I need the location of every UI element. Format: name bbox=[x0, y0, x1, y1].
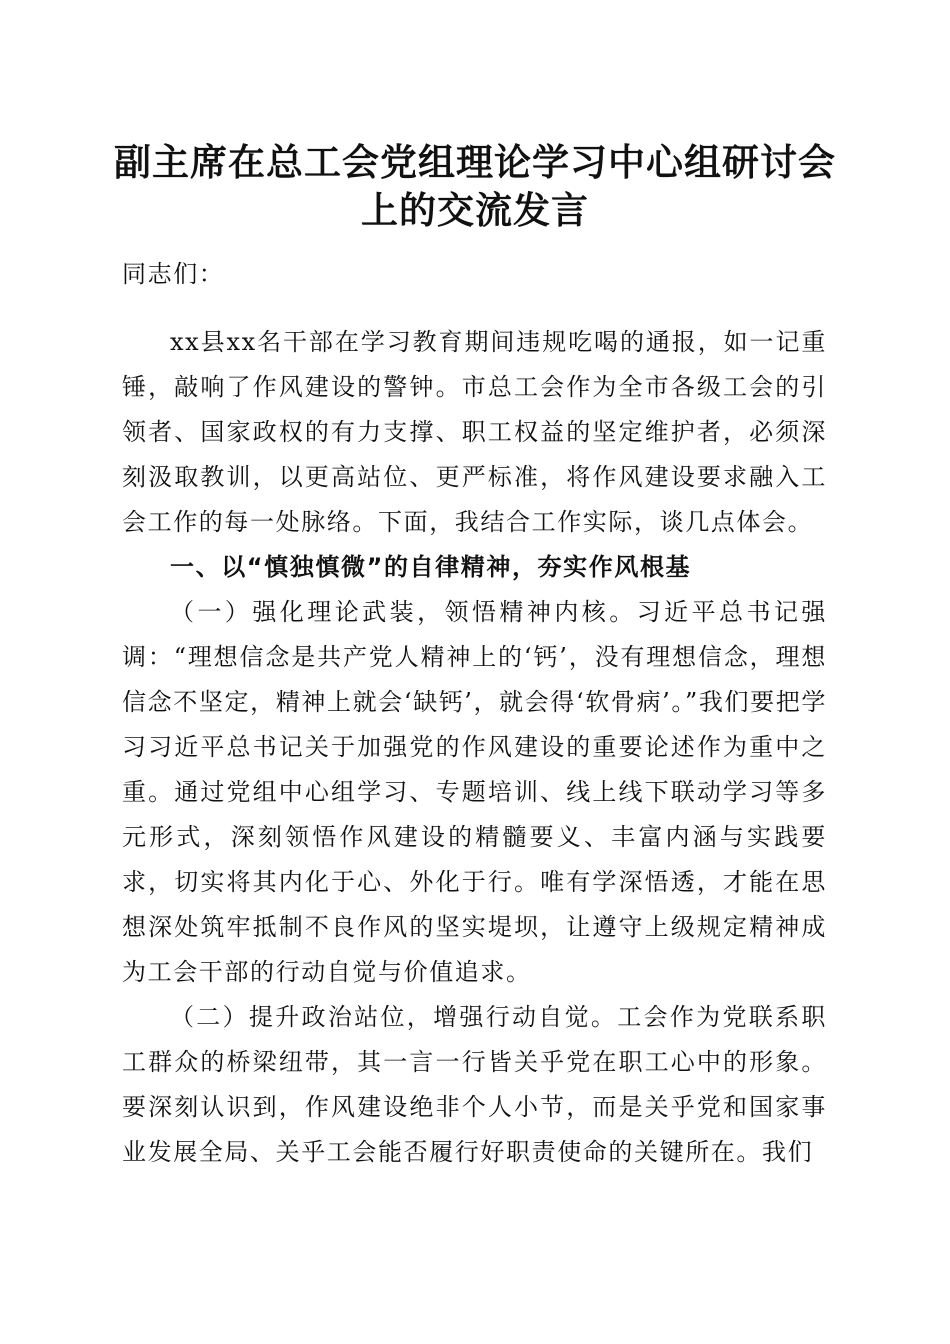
subsection-1-paragraph bbox=[122, 590, 827, 995]
subsection-2-lead: （二）提升政治站位，增强行动自觉。 bbox=[170, 1003, 618, 1031]
subsection-1-lead: （一）强化理论武装，领悟精神内核。 bbox=[170, 598, 637, 626]
intro-paragraph: xx县xx名干部在学习教育期间违规吃喝的通报，如一记重锤，敲响了作风建设的警钟。市总工会作为全市各级工会的引领者、国家政权的有力支撑、职工权益的坚定维护者，必须深刻汲取教训，以更高站位、更严标准，将作风建设要求融入工会工作的每一处脉络。下面，我结合工作实际，谈几点体会。 bbox=[122, 328, 827, 536]
subsection-2-text: 工会作为党联系职工群众的桥梁纽带，其一言一行皆关乎党在职工心中的形象。要深刻认识到，作风建设绝非个人小节，而是关乎党和国家事业发展全局、关乎工会能否履行好职责使命的关键所在。我们 bbox=[122, 1003, 827, 1166]
salutation: 同志们： bbox=[122, 260, 225, 288]
subsection-1-text: 习近平总书记强调：“理想信念是共产党人精神上的‘钙’，没有理想信念，理想信念不坚定，精神上就会‘缺钙’，就会得‘软骨病’。”我们要把学习习近平总书记关于加强党的作风建设的重要论述作为重中之重。通过党组中心组学习、专题培训、线上线下联动学习等多元形式，深刻领悟作风建设的精髓要义、丰富内涵与实践要求，切实将其内化于心、外化于行。唯有学深悟透，才能在思想深处筑牢抵制不良作风的坚实堤坝，让遵守上级规定精神成为工会干部的行动自觉与价值追求。 bbox=[122, 598, 827, 986]
subsection-2-paragraph bbox=[122, 995, 827, 1175]
section-heading-1: 一、以“慎独慎微”的自律精神，夯实作风根基 bbox=[170, 553, 692, 581]
document-title: 副主席在总工会党组理论学习中心组研讨会上的交流发言 bbox=[114, 140, 836, 232]
